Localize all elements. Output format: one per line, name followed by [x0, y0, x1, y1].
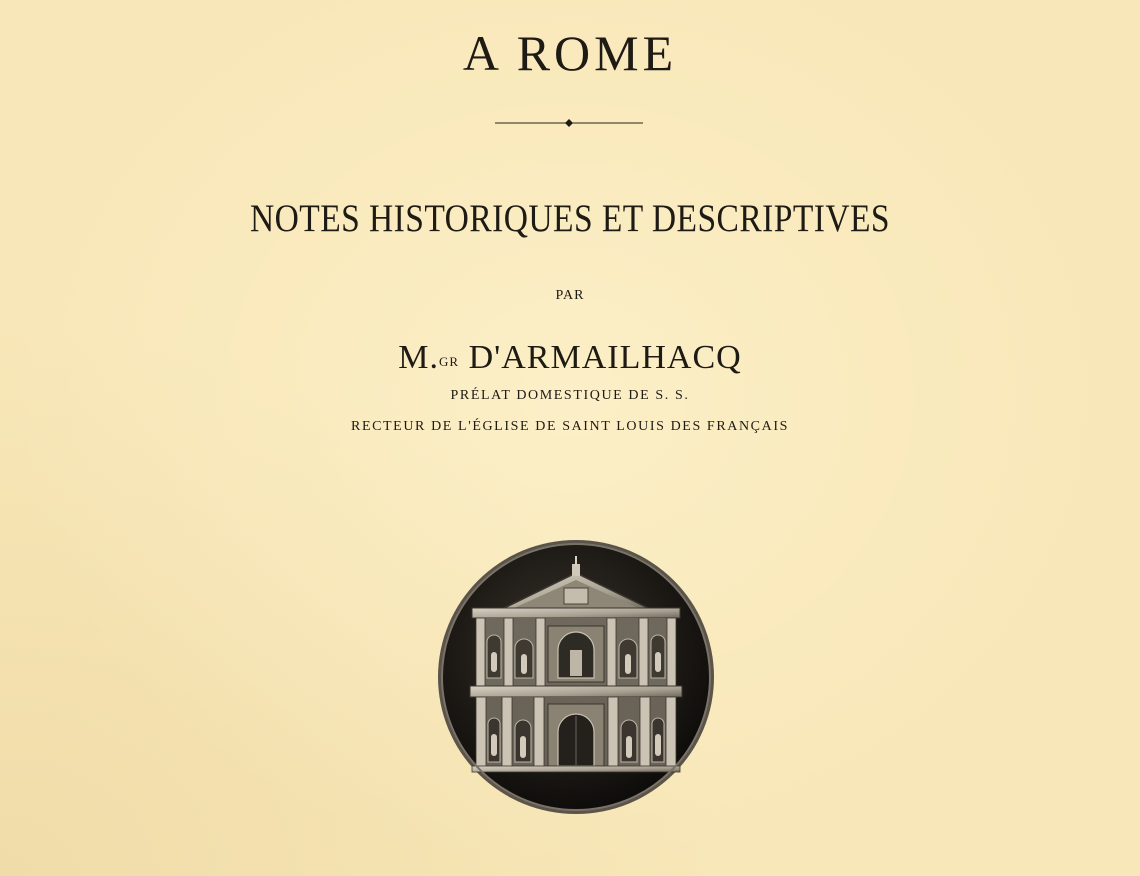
by-label: PAR: [555, 288, 585, 303]
church-medallion-image: [436, 538, 716, 816]
author-surname: D'ARMAILHACQ: [459, 339, 742, 376]
book-subtitle: NOTES HISTORIQUES ET DESCRIPTIVES: [249, 197, 891, 240]
author-role-2: RECTEUR DE L'ÉGLISE DE SAINT LOUIS DES FRANÇAIS: [351, 419, 789, 434]
book-title: A ROME: [462, 25, 678, 81]
author-name: [0, 338, 1140, 378]
divider-ornament: [495, 119, 643, 127]
author-role-1: PRÉLAT DOMESTIQUE DE S. S.: [450, 388, 690, 403]
author-prefix: M.: [398, 339, 440, 376]
author-title-sup: GR: [439, 354, 460, 369]
